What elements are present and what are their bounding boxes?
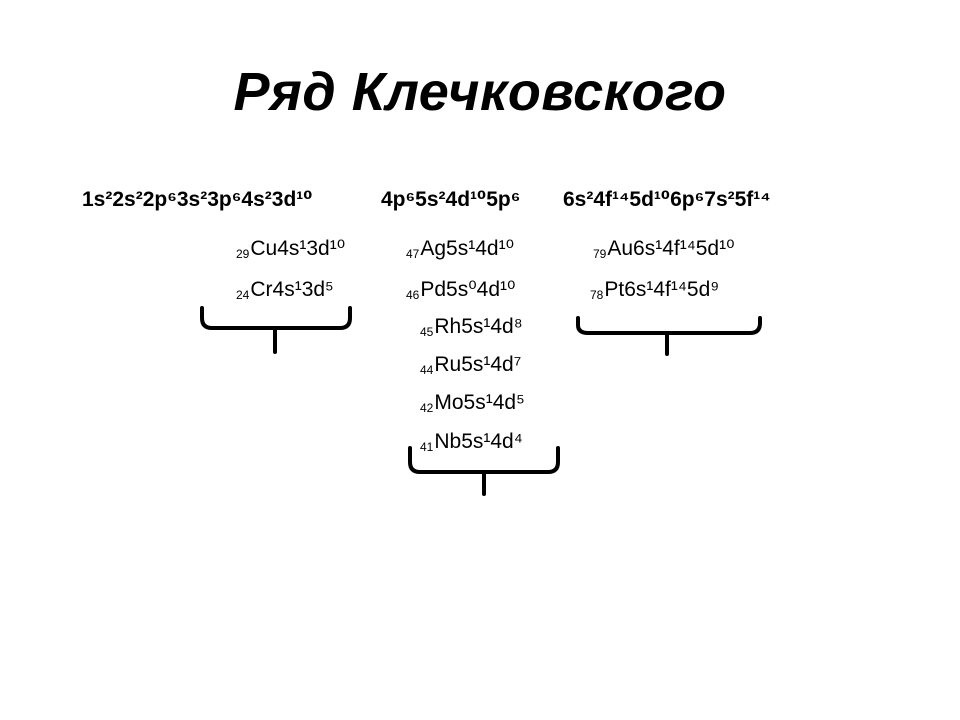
atomic-number: 42 [420,401,434,415]
electron-config: Pd5s⁰4d¹⁰ [420,278,516,301]
brace-period-4 [202,308,350,352]
electron-config: Cu4s¹3d¹⁰ [250,237,346,260]
atomic-number: 47 [406,247,420,261]
electron-config: Cr4s¹3d⁵ [250,278,334,301]
electron-config: Nb5s¹4d⁴ [434,430,523,453]
slide-title: Ряд Клечковского [233,62,727,122]
filling-order-period-5: 4p⁶5s²4d¹⁰5p⁶ [381,188,521,211]
electron-config: Ru5s¹4d⁷ [434,353,522,376]
brace-period-6 [578,318,760,354]
electron-config: Ag5s¹4d¹⁰ [420,237,514,260]
atomic-number: 45 [420,325,434,339]
electron-config: Au6s¹4f¹⁴5d¹⁰ [607,237,735,260]
filling-order-periods-6-7: 6s²4f¹⁴5d¹⁰6p⁶7s²5f¹⁴ [563,188,771,211]
electron-config: Pt6s¹4f¹⁴5d⁹ [604,278,720,301]
brace-period-5 [410,448,558,494]
atomic-number: 44 [420,363,434,377]
electron-config: Mo5s¹4d⁵ [434,391,525,414]
atomic-number: 78 [590,288,604,302]
electron-config: Rh5s¹4d⁸ [434,315,523,338]
atomic-number: 24 [236,288,250,302]
atomic-number: 79 [593,247,607,261]
filling-order-period-4: 1s²2s²2p⁶3s²3p⁶4s²3d¹⁰ [82,188,313,211]
atomic-number: 29 [236,247,250,261]
atomic-number: 41 [420,440,434,454]
atomic-number: 46 [406,288,420,302]
